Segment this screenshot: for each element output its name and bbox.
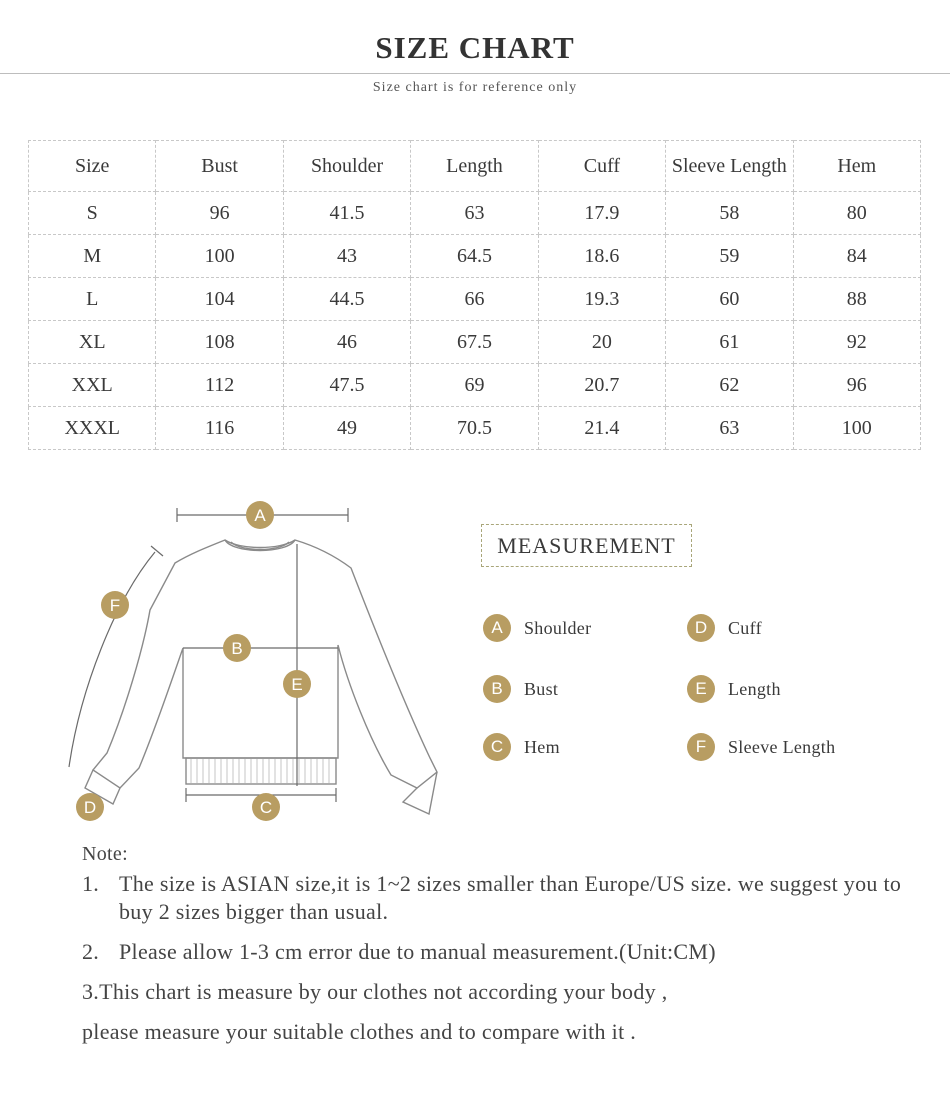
table-row: [29, 192, 921, 235]
column-header: Cuff: [538, 141, 665, 192]
table-cell: 92: [793, 321, 920, 364]
legend-badge: C: [483, 733, 511, 761]
marker-d: [76, 793, 104, 821]
table-row: [29, 407, 921, 450]
table-cell: 104: [156, 278, 283, 321]
legend-item-hem: [483, 733, 560, 761]
svg-text:D: D: [83, 798, 97, 817]
title-divider: [0, 73, 950, 74]
marker-a: [246, 501, 274, 529]
legend-badge: A: [483, 614, 511, 642]
legend-item-length: [687, 675, 781, 703]
table-cell: 47.5: [283, 364, 410, 407]
marker-f: [101, 591, 129, 619]
svg-text:F: F: [109, 596, 121, 615]
legend-label: Length: [728, 678, 781, 699]
note-number: 2.: [82, 939, 100, 964]
legend-label: Sleeve Length: [728, 736, 836, 757]
legend-item-bust: [483, 675, 558, 703]
table-cell: 116: [156, 407, 283, 450]
table-cell: 69: [411, 364, 538, 407]
table-cell: S: [29, 192, 156, 235]
table-cell: 60: [666, 278, 793, 321]
notes-section: [82, 843, 922, 1058]
table-cell: 44.5: [283, 278, 410, 321]
svg-text:E: E: [291, 675, 303, 694]
column-header: Shoulder: [283, 141, 410, 192]
table-row: [29, 364, 921, 407]
table-cell: 20.7: [538, 364, 665, 407]
table-cell: 46: [283, 321, 410, 364]
column-header: Hem: [793, 141, 920, 192]
table-cell: 20: [538, 321, 665, 364]
svg-text:B: B: [231, 639, 243, 658]
note-number: 1.: [82, 871, 100, 896]
legend-badge: D: [687, 614, 715, 642]
svg-text:A: A: [254, 506, 266, 525]
table-cell: 59: [666, 235, 793, 278]
legend-label: Hem: [524, 736, 560, 757]
table-cell: 100: [156, 235, 283, 278]
table-cell: 84: [793, 235, 920, 278]
legend-item-cuff: [687, 614, 762, 642]
sleeve-measure-line: [69, 552, 155, 767]
page-subtitle: Size chart is for reference only: [372, 80, 578, 95]
table-cell: L: [29, 278, 156, 321]
legend-label: Cuff: [728, 617, 762, 638]
table-cell: 80: [793, 192, 920, 235]
table-cell: 58: [666, 192, 793, 235]
table-cell: 17.9: [538, 192, 665, 235]
column-header: Bust: [156, 141, 283, 192]
legend-badge: B: [483, 675, 511, 703]
table-cell: 96: [156, 192, 283, 235]
size-table: [28, 140, 921, 450]
table-cell: 96: [793, 364, 920, 407]
note-text: Please allow 1-3 cm error due to manual measurement.(Unit:CM): [119, 939, 716, 964]
table-cell: 63: [411, 192, 538, 235]
table-cell: 41.5: [283, 192, 410, 235]
table-header-row: [29, 141, 921, 192]
marker-c: [252, 793, 280, 821]
legend-badge: F: [687, 733, 715, 761]
sweater-diagram: [55, 490, 455, 830]
marker-b: [223, 634, 251, 662]
page-title: SIZE CHART: [375, 30, 575, 65]
svg-text:C: C: [259, 798, 273, 817]
table-cell: 49: [283, 407, 410, 450]
table-cell: XXXL: [29, 407, 156, 450]
table-cell: XL: [29, 321, 156, 364]
table-cell: 19.3: [538, 278, 665, 321]
table-cell: 66: [411, 278, 538, 321]
measurement-title: MEASUREMENT: [481, 524, 692, 567]
column-header: Sleeve Length: [666, 141, 793, 192]
table-cell: 64.5: [411, 235, 538, 278]
table-cell: 63: [666, 407, 793, 450]
table-cell: XXL: [29, 364, 156, 407]
sweater-outline: [93, 540, 437, 788]
legend-label: Shoulder: [524, 617, 592, 638]
legend-label: Bust: [524, 678, 559, 699]
note-line: please measure your suitable clothes and to compare with it .: [82, 1019, 637, 1044]
table-row: [29, 278, 921, 321]
table-cell: 100: [793, 407, 920, 450]
right-cuff: [403, 772, 437, 814]
table-cell: 88: [793, 278, 920, 321]
table-cell: M: [29, 235, 156, 278]
table-cell: 21.4: [538, 407, 665, 450]
table-row: [29, 321, 921, 364]
marker-e: [283, 670, 311, 698]
legend-item-sleeve-length: [687, 733, 835, 761]
note-item: [82, 870, 922, 926]
column-header: Length: [411, 141, 538, 192]
table-cell: 108: [156, 321, 283, 364]
table-cell: 61: [666, 321, 793, 364]
column-header: Size: [29, 141, 156, 192]
legend-badge: E: [687, 675, 715, 703]
table-cell: 18.6: [538, 235, 665, 278]
table-cell: 67.5: [411, 321, 538, 364]
table-cell: 70.5: [411, 407, 538, 450]
table-cell: 62: [666, 364, 793, 407]
note-item: [82, 938, 922, 966]
table-cell: 43: [283, 235, 410, 278]
note-line: 3.This chart is measure by our clothes not according your body ,: [82, 979, 668, 1004]
notes-heading: Note:: [82, 843, 128, 865]
table-row: [29, 235, 921, 278]
note-text: The size is ASIAN size,it is 1~2 sizes smaller than Europe/US size. we suggest you to buy 2 sizes bigger than usual.: [119, 871, 902, 924]
legend-item-shoulder: [483, 614, 591, 642]
table-cell: 112: [156, 364, 283, 407]
